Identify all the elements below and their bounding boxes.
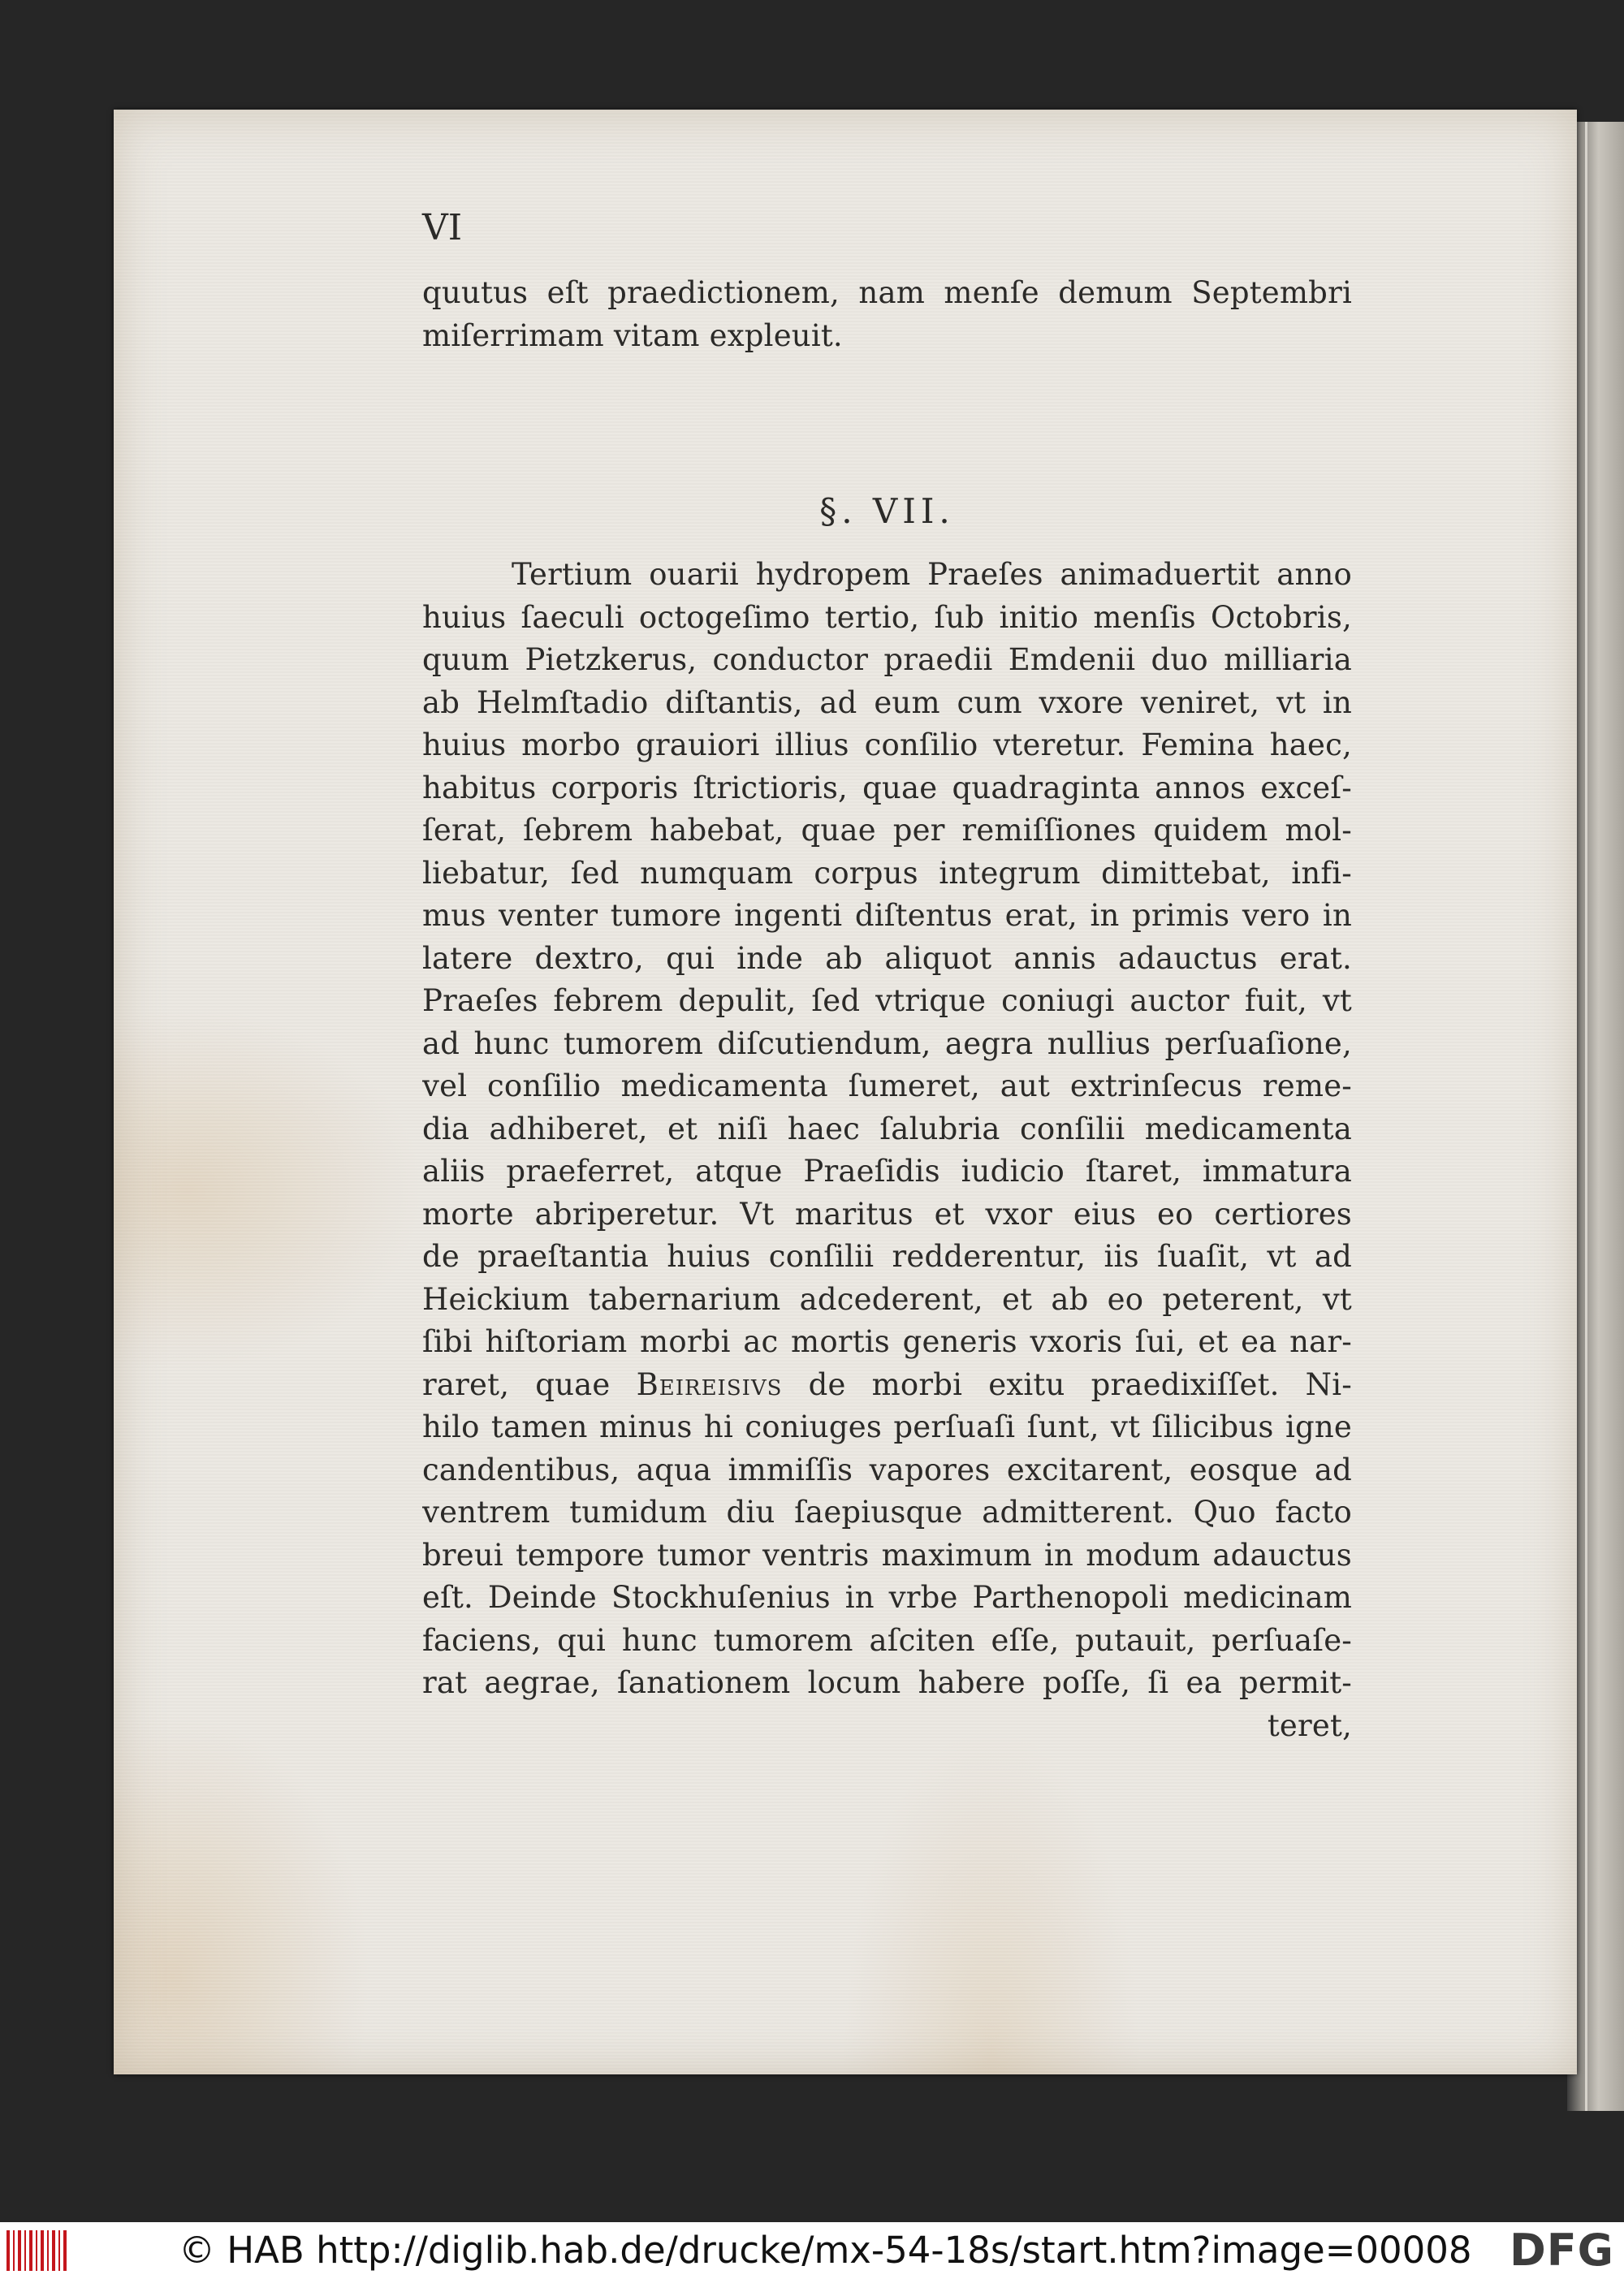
text-line: ventrem tumidum diu ſaepiusque admitterent. Quo facto (422, 1495, 1352, 1530)
text-line: aliis praeferret, atque Praeſidis iudicio ſtaret, immatura (422, 1154, 1352, 1189)
text-line: latere dextro, qui inde ab aliquot annis adauctus erat. (422, 940, 1352, 976)
dfg-logo: DFG (1509, 2225, 1614, 2276)
page-number: VI (422, 207, 463, 248)
catchword: teret, (1267, 1707, 1352, 1743)
text-line: de praeſtantia huius conſilii redderentur, iis ſuaſit, vt ad (422, 1239, 1352, 1274)
text-line-beireisius (422, 1364, 1352, 1407)
text-line: morte abriperetur. Vt maritus et vxor eius eo certiores (422, 1196, 1352, 1232)
text-line: Tertium ouarii hydropem Praeſes animaduertit anno (512, 557, 1352, 592)
text-line: mus venter tumore ingenti diſtentus erat, in primis vero in (422, 898, 1352, 933)
text-line: eſt. Deinde Stockhuſenius in vrbe Parthenopoli medicinam (422, 1580, 1352, 1615)
text-line: ſibi hiſtoriam morbi ac mortis generis vxoris ſui, et ea nar- (422, 1324, 1352, 1359)
text-line: Heickium tabernarium adcederent, et ab eo peterent, vt (422, 1281, 1352, 1317)
text-line: habitus corporis ſtrictioris, quae quadraginta annos exceſ- (422, 770, 1352, 805)
footer-banner (0, 2222, 1624, 2279)
text-line: breui tempore tumor ventris maximum in modum adauctus (422, 1537, 1352, 1573)
text-line: dia adhiberet, et niſi haec ſalubria conſilii medicamenta (422, 1111, 1352, 1146)
text-line: liebatur, ſed numquam corpus integrum dimittebat, infi- (422, 855, 1352, 891)
text-line: ad hunc tumorem diſcutiendum, aegra nullius perſuaſione, (422, 1025, 1352, 1061)
text-line: rat aegrae, ſanationem locum habere poſſe, ſi ea permit- (422, 1665, 1352, 1700)
text-fragment: raret, quae (422, 1366, 611, 1402)
text-line: huius ſaeculi octogeſimo tertio, ſub initio menſis Octobris, (422, 599, 1352, 635)
barcode-icon (6, 2230, 70, 2271)
text-line: candentibus, aqua immiſſis vapores excitarent, eosque ad (422, 1452, 1352, 1487)
text-block-body (422, 554, 1352, 1747)
text-line: huius morbo grauiori illius conſilio vteretur. Femina haec, (422, 727, 1352, 762)
text-line: faciens, qui hunc tumorem aſciten eſſe, putauit, perſuaſe- (422, 1622, 1352, 1658)
copyright-url-text[interactable]: © HAB http://diglib.hab.de/drucke/mx-54-18s/start.htm?image=00008 (179, 2229, 1472, 2272)
text-line: miſerrimam vitam expleuit. (422, 317, 843, 353)
section-heading: §. VII. (819, 491, 955, 531)
text-line: ab Helmſtadio diſtantis, ad eum cum vxore veniret, vt in (422, 684, 1352, 720)
text-line: quutus eſt praedictionem, nam menſe demum Septembri (422, 275, 1352, 310)
text-line: hilo tamen minus hi coniuges perſuaſi ſunt, vt ſilicibus igne (422, 1409, 1352, 1444)
text-line: ſerat, ſebrem habebat, quae per remiſſiones quidem mol- (422, 813, 1352, 848)
author-name-smallcaps: Beireisivs (636, 1366, 783, 1402)
text-fragment: de morbi exitu praedixiſſet. Ni- (808, 1366, 1352, 1402)
text-line: quum Pietzkerus, conductor praedii Emdenii duo milliaria (422, 642, 1352, 677)
text-line: vel conſilio medicamenta ſumeret, aut extrinſecus reme- (422, 1068, 1352, 1103)
text-line: Praeſes febrem depulit, ſed vtrique coniugi auctor fuit, vt (422, 983, 1352, 1018)
text-block-top (422, 272, 1352, 357)
